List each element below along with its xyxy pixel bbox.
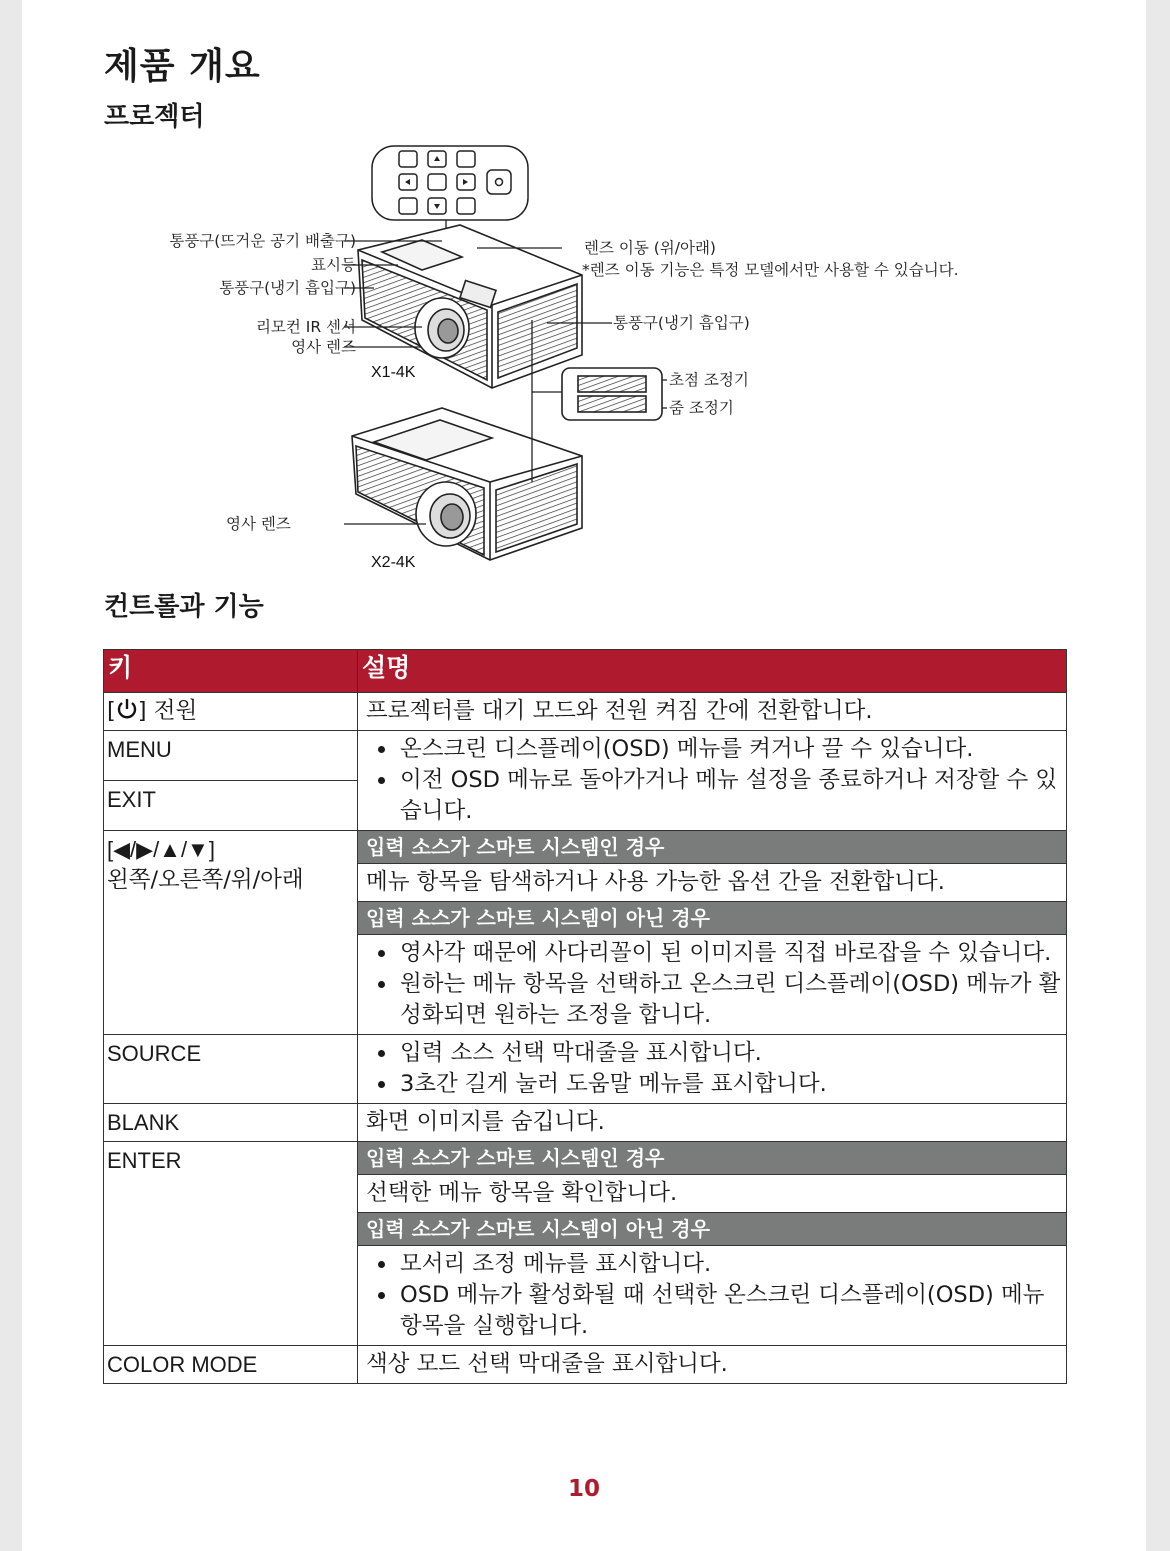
desc-source — [358, 1035, 1067, 1104]
label-focus: 초점 조정기 — [669, 371, 749, 389]
key-menu: MENU — [104, 731, 358, 781]
page-title: 제품 개요 — [104, 46, 261, 87]
list-item: • 모서리 조정 메뉴를 표시합니다. — [398, 1249, 1062, 1280]
table-row — [104, 1104, 1067, 1142]
model-x2: X2-4K — [371, 554, 416, 571]
page-number: 10 — [567, 1476, 600, 1502]
key-power-label: ] 전원 — [137, 698, 198, 724]
header-key: 키 — [104, 650, 358, 693]
list-item: • 영사각 때문에 사다리꼴이 된 이미지를 직접 바로잡을 수 있습니다. — [398, 938, 1062, 969]
power-icon — [116, 697, 138, 721]
desc-power: 프로젝터를 대기 모드와 전원 켜짐 간에 전환합니다. — [358, 693, 1067, 731]
key-power: [ ] 전원 — [104, 693, 358, 731]
controls-table — [103, 649, 1067, 1384]
key-arrows-label: 왼쪽/오른쪽/위/아래 — [107, 867, 304, 893]
table-row — [104, 1346, 1067, 1384]
desc-menu-exit — [358, 731, 1067, 831]
table-row — [104, 831, 1067, 864]
projector-illustration — [22, 130, 1146, 590]
desc-color-mode: 색상 모드 선택 막대줄을 표시합니다. — [358, 1346, 1067, 1384]
key-exit: EXIT — [104, 781, 358, 831]
subheader-smart-no: 입력 소스가 스마트 시스템이 아닌 경우 — [358, 1213, 1067, 1246]
subheader-smart-yes: 입력 소스가 스마트 시스템인 경우 — [358, 1142, 1067, 1175]
label-lens-shift: 렌즈 이동 (위/아래) — [584, 239, 716, 257]
list-item: • 입력 소스 선택 막대줄을 표시합니다. — [398, 1038, 1062, 1069]
list-item: • 3초간 길게 눌러 도움말 메뉴를 표시합니다. — [398, 1069, 1062, 1100]
key-enter: ENTER — [104, 1142, 358, 1346]
desc-enter-smart: 선택한 메뉴 항목을 확인합니다. — [358, 1175, 1067, 1213]
label-cool-vent-left: 통풍구(냉기 흡입구) — [219, 279, 356, 297]
label-indicator: 표시등 — [311, 256, 356, 274]
key-arrows-symbols: [◀/▶/▲/▼] — [107, 837, 215, 862]
list-item: • OSD 메뉴가 활성화될 때 선택한 온스크린 디스플레이(OSD) 메뉴 항목을 실행합니다. — [398, 1280, 1062, 1342]
document-page — [22, 0, 1146, 1551]
label-lens-shift-note: *렌즈 이동 기능은 특정 모델에서만 사용할 수 있습니다. — [582, 261, 959, 279]
table-row — [104, 693, 1067, 731]
desc-blank: 화면 이미지를 숨깁니다. — [358, 1104, 1067, 1142]
projector-diagram — [22, 130, 1146, 590]
desc-enter-nonsmart — [358, 1246, 1067, 1346]
list-item: • 이전 OSD 메뉴로 돌아가거나 메뉴 설정을 종료하거나 저장할 수 있습니다. — [398, 765, 1062, 827]
projector-x2 — [352, 408, 582, 560]
table-row — [104, 731, 1067, 781]
table-row — [104, 1035, 1067, 1104]
key-source: SOURCE — [104, 1035, 358, 1104]
label-zoom: 줌 조정기 — [669, 399, 734, 417]
desc-arrows-smart: 메뉴 항목을 탐색하거나 사용 가능한 옵션 간을 전환합니다. — [358, 864, 1067, 902]
section-heading-projector: 프로젝터 — [104, 102, 205, 132]
header-description: 설명 — [358, 650, 1067, 693]
model-x1: X1-4K — [371, 364, 416, 381]
subheader-smart-yes: 입력 소스가 스마트 시스템인 경우 — [358, 831, 1067, 864]
focus-zoom-inset — [562, 368, 662, 420]
list-item: • 온스크린 디스플레이(OSD) 메뉴를 켜거나 끌 수 있습니다. — [398, 734, 1062, 765]
label-cool-vent-right: 통풍구(냉기 흡입구) — [613, 314, 750, 332]
keypad-panel — [372, 146, 528, 220]
subheader-smart-no: 입력 소스가 스마트 시스템이 아닌 경우 — [358, 902, 1067, 935]
label-lens: 영사 렌즈 — [291, 338, 356, 356]
desc-arrows-nonsmart — [358, 935, 1067, 1035]
list-item: • 원하는 메뉴 항목을 선택하고 온스크린 디스플레이(OSD) 메뉴가 활성화되면 원하는 조정을 합니다. — [398, 969, 1062, 1031]
label-hot-vent: 통풍구(뜨거운 공기 배출구) — [169, 232, 356, 250]
key-arrows — [104, 831, 358, 1035]
section-heading-controls: 컨트롤과 기능 — [104, 592, 264, 622]
label-ir-sensor: 리모컨 IR 센서 — [255, 318, 356, 336]
key-color-mode: COLOR MODE — [104, 1346, 358, 1384]
table-row — [104, 1142, 1067, 1175]
label-lens-x2: 영사 렌즈 — [226, 515, 291, 533]
key-blank: BLANK — [104, 1104, 358, 1142]
table-header-row — [104, 650, 1067, 693]
